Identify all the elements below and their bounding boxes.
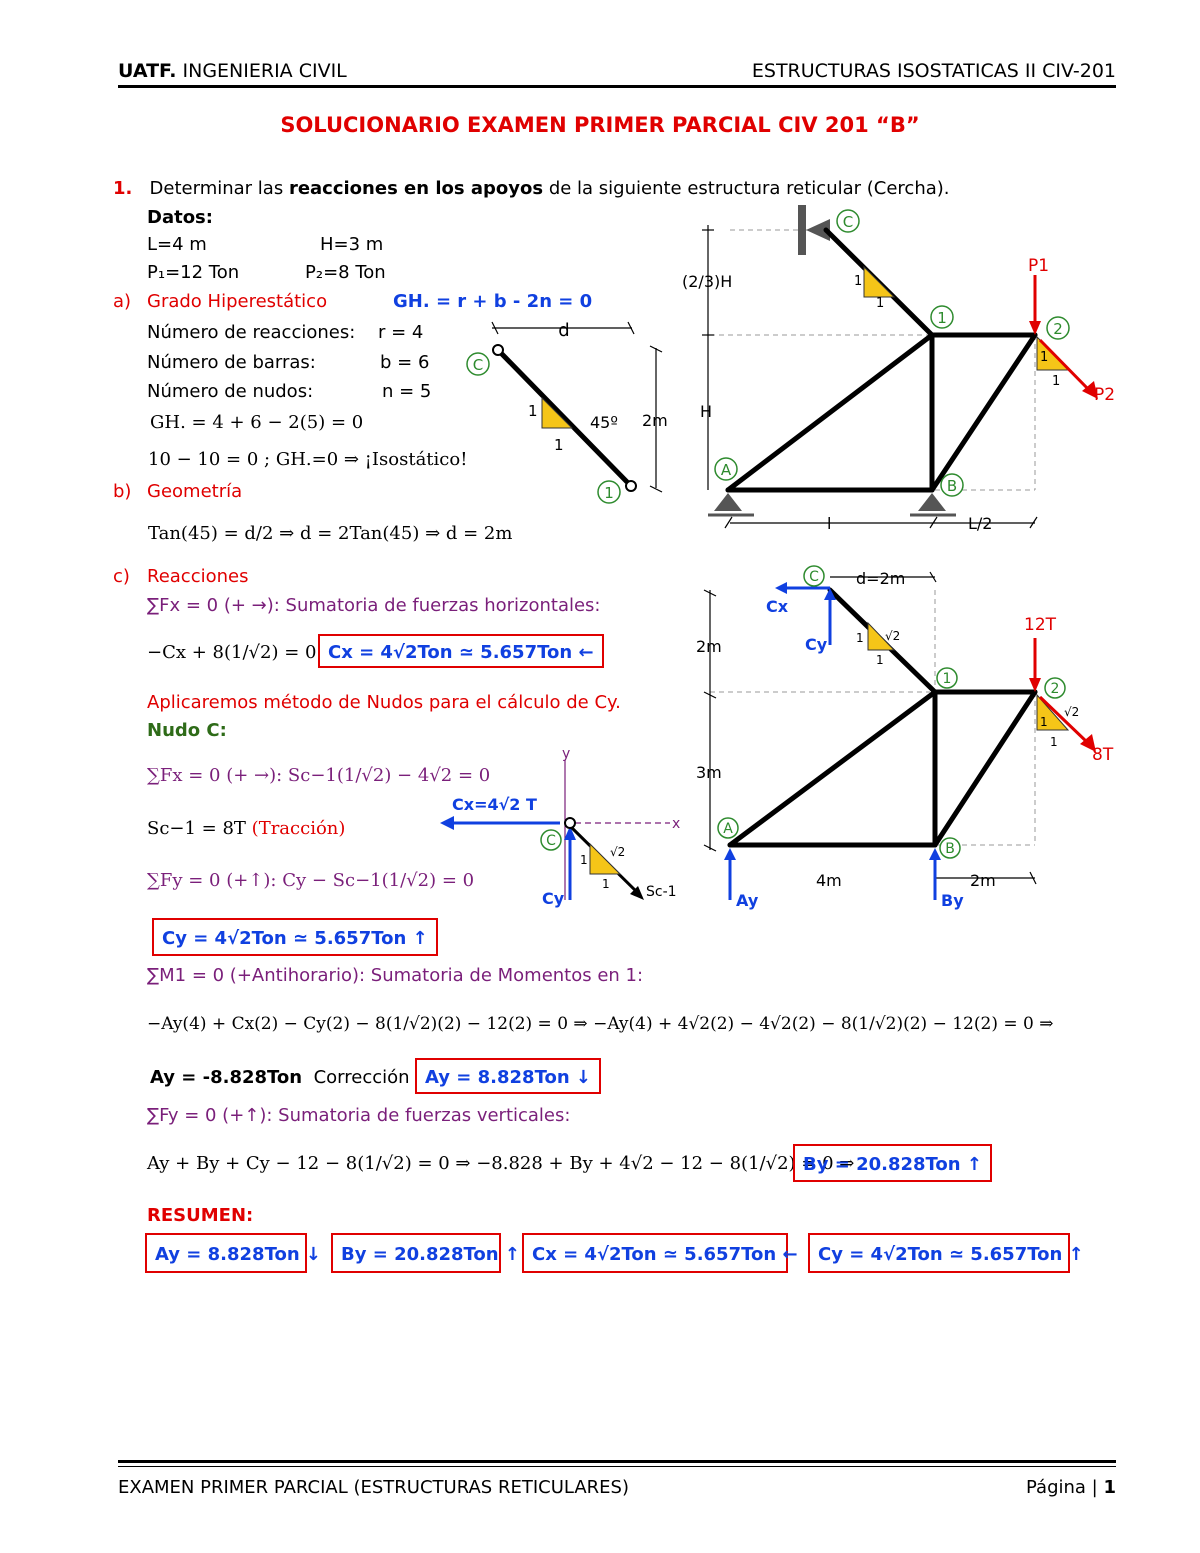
t1-slope-v: 1 [854,274,863,289]
reacciones-label: Número de reacciones: [147,322,356,343]
moment-title: ∑M1 = 0 (+Antihorario): Sumatoria de Momentos en 1: [147,965,644,986]
header-department: INGENIERIA CIVIL [182,60,347,82]
section-a-title: Grado Hiperestático [147,291,328,312]
truss-diagram-original [670,195,1120,545]
fbd-cx: Cx=4√2 T [452,795,537,814]
t2-span-right: 2m [970,871,996,890]
t2-slope-d: √2 [885,629,901,643]
geometry-formula: Tan(45) = d/2 ⇒ d = 2Tan(45) ⇒ d = 2m [148,523,513,544]
section-c-title: Reacciones [147,566,249,587]
height-label: 2m [642,411,668,430]
axis-y-label: y [562,746,571,762]
slope-triangle [542,398,572,428]
node-1-dot [626,481,636,491]
t1-p1: P1 [1028,256,1050,276]
section-b-label: b) [113,481,132,502]
by-result-box: By = 20.828Ton ↑ [793,1144,992,1182]
t2-span-main: 4m [816,871,842,890]
problem-statement: 1. Determinar las reacciones en los apoyos de la siguiente estructura reticular (Cercha). [113,178,950,199]
t2-slope-h: 1 [876,653,884,667]
moment-eq: −Ay(4) + Cx(2) − Cy(2) − 8(1/√2)(2) − 12(2) = 0 ⇒ −Ay(4) + 4√2(2) − 4√2(2) − 8(1/√2)(2) − 12(2) = 0 ⇒ [147,1014,1054,1034]
axis-x-label: x [672,816,681,832]
t1-node-a: A [720,461,732,479]
resumen-cy: Cy = 4√2Ton ≃ 5.657Ton ↑ [808,1233,1070,1273]
nudo-fx-eq: ∑Fx = 0 (+ →): Sc−1(1/√2) − 4√2 = 0 [147,765,491,786]
sumfx-eq: −Cx + 8(1/√2) = 0 [147,642,317,663]
nudos-value: n = 5 [382,381,432,402]
resumen-label: RESUMEN: [147,1205,254,1226]
slope-h-label: 1 [554,436,564,454]
t1-span-l2: L/2 [968,514,993,533]
t2-node-2: 2 [1050,681,1060,697]
support-b [918,493,946,511]
header-brand: UATF. [118,60,177,82]
resumen-cx: Cx = 4√2Ton ≃ 5.657Ton ← [522,1233,788,1273]
t2-by: By [941,891,964,910]
fbd-sc1: Sc-1 [646,884,677,900]
fbd-node-c: C [546,833,556,849]
t2-node-a: A [723,821,733,837]
header-rule [118,85,1116,88]
t2-slope2-v: 1 [1040,715,1048,729]
page-number: 1 [1103,1477,1116,1498]
nudos-label: Número de nudos: [147,381,314,402]
t2-slope2-h: 1 [1050,735,1058,749]
fbd-slope-h: 1 [602,877,610,891]
t1-h-main: H [700,402,713,421]
t1-node-c: C [842,213,854,231]
gh-calc: GH. = 4 + 6 − 2(5) = 0 [150,412,364,433]
t2-slope-v: 1 [856,631,864,645]
fbd-slope-d: √2 [610,845,626,859]
t1-node-1: 1 [937,309,947,327]
cy-result-box: Cy = 4√2Ton ≃ 5.657Ton ↑ [152,918,438,956]
section-c-label: c) [113,566,130,587]
section-a-label: a) [113,291,132,312]
node-1-label: 1 [604,484,614,502]
t2-node-1: 1 [942,671,952,687]
t2-h-main: 3m [696,763,722,782]
page-title: SOLUCIONARIO EXAMEN PRIMER PARCIAL CIV 201 “B” [280,113,920,137]
t2-node-c: C [809,569,819,585]
sc1-value: Sc−1 = 8T (Tracción) [147,818,346,839]
slope-v-label: 1 [528,402,538,420]
dato-L: L=4 m [147,234,207,255]
sumfy-eq: Ay + By + Cy − 12 − 8(1/√2) = 0 ⇒ −8.828 + By + 4√2 − 12 − 8(1/√2) = 0 ⇒ [147,1153,855,1174]
slope-triangle-c [864,267,894,297]
footer-rule-thin [118,1466,1116,1467]
cx-result-box: Cx = 4√2Ton ≃ 5.657Ton ← [318,634,604,668]
dato-H: H=3 m [320,234,384,255]
dato-P1: P₁=12 Ton [147,262,240,283]
t1-h-top: (2/3)H [682,272,733,291]
small-geometry-diagram [460,310,680,510]
node-c-free-body [430,740,690,920]
ay-raw: Ay = -8.828Ton Corrección [150,1067,410,1088]
barras-value: b = 6 [380,352,430,373]
sumfy-title: ∑Fy = 0 (+↑): Sumatoria de fuerzas verticales: [147,1105,571,1126]
footer-rule-thick [118,1460,1116,1463]
d-label: d [558,320,570,341]
footer-page: Página | 1 [1026,1477,1116,1498]
sumfx-title: ∑Fx = 0 (+ →): Sumatoria de fuerzas horizontales: [147,595,601,616]
reacciones-value: r = 4 [378,322,424,343]
truss-diagram-numeric [680,560,1120,920]
support-c-wall [798,205,806,255]
t2-node-b: B [945,841,955,857]
gh-result: 10 − 10 = 0 ; GH.=0 ⇒ ¡Isostático! [148,449,468,470]
section-b-title: Geometría [147,481,243,502]
problem-number: 1. [113,178,133,199]
resumen-by: By = 20.828Ton ↑ [331,1233,501,1273]
node-c-dot [493,345,503,355]
t2-slope2-d: √2 [1064,705,1080,719]
t1-node-2: 2 [1053,320,1063,338]
dato-P2: P₂=8 Ton [305,262,386,283]
gh-formula: GH. = r + b - 2n = 0 [393,291,593,312]
node-c-label: C [472,356,484,374]
t1-span-l: l [827,514,832,533]
datos-label: Datos: [147,207,213,228]
t2-d-label: d=2m [856,569,906,588]
header-brand-line [118,60,347,82]
nudo-fy-eq: ∑Fy = 0 (+↑): Cy − Sc−1(1/√2) = 0 [147,870,475,891]
header-course: ESTRUCTURAS ISOSTATICAS II CIV-201 [751,60,1116,82]
footer-text: EXAMEN PRIMER PARCIAL (ESTRUCTURAS RETICULARES) [118,1477,629,1498]
barras-label: Número de barras: [147,352,316,373]
fbd-cy: Cy [542,889,565,908]
t1-slope-h: 1 [876,296,885,311]
t1-p2: P2 [1094,385,1116,405]
ay-result-box: Ay = 8.828Ton ↓ [415,1058,601,1094]
t1-node-b: B [946,477,958,495]
t2-cy: Cy [805,635,828,654]
support-a [714,493,742,511]
angle-label: 45º [590,413,618,432]
t2-load-8: 8T [1092,745,1114,765]
t2-load-12: 12T [1024,615,1057,635]
t1-slope2-h: 1 [1052,374,1061,389]
t2-ay: Ay [736,891,759,910]
t2-h-top: 2m [696,637,722,656]
t2-cx: Cx [766,597,789,616]
fbd-slope-v: 1 [580,853,588,867]
metodo-note: Aplicaremos método de Nudos para el cálculo de Cy. [147,692,621,713]
resumen-ay: Ay = 8.828Ton ↓ [145,1233,307,1273]
t1-slope2-v: 1 [1040,350,1049,365]
nudo-c-label: Nudo C: [147,720,227,741]
